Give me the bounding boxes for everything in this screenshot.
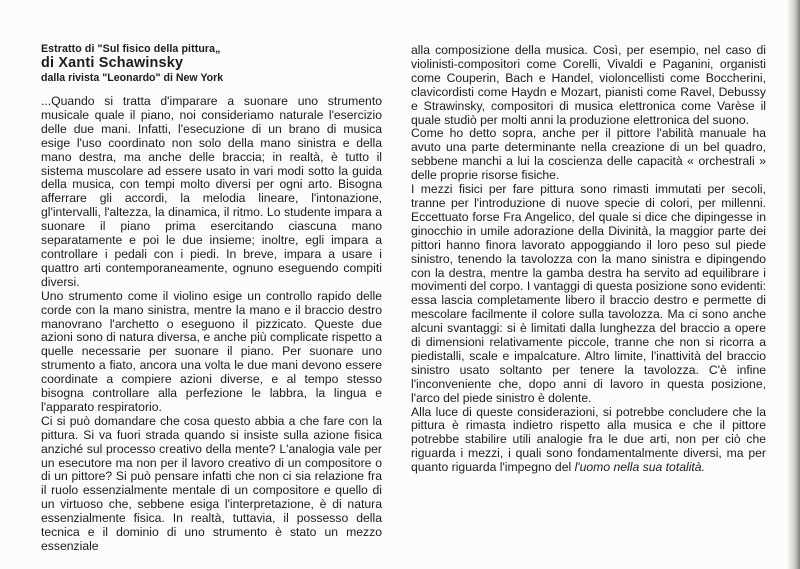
paragraph-conclusion — [411, 406, 766, 476]
paragraph-physical-means: I mezzi fisici per fare pittura sono rimasti immutati per secoli, tranne per l'introduzione di nuove specie di colori, per millenni. Eccettuato forse Fra Angelico, del quale si dice che dipingesse in ginocchio in umile adorazione della Divinità, la maggior parte dei pittori hanno finora lavorato appoggiando il loro peso sul piede sinistro, tenendo la tavolozza con la mano sinistra e dipingendo con la destra, mentre la gamba destra ha servito ad equilibrare i movimenti del corpo. I vantaggi di questa posizione sono evidenti: essa lascia completamente libero il braccio destro e permette di mescolare facilmente il colore sulla tavolozza. Ma ci sono anche alcuni svantaggi: si è limitati dalla lunghezza del braccio a opere di dimensioni relativamente piccole, tranne che non si ricorra a piedistalli, scale e impalcature. Altro limite, l'inattività del braccio sinistro usato soltanto per tenere la tavolozza. C'è infine l'inconveniente che, dopo anni di lavoro in questa posizione, l'arco del piede sinistro è dolente. — [411, 182, 767, 405]
paragraph-manual-skill: Come ho detto sopra, anche per il pittore l'abilità manuale ha avuto una parte determinante nella creazione di un bel quadro, sebbene manchi a lui la coscienza delle capacità « orchestrali » delle proprie risorse fisiche. — [411, 126, 766, 183]
paragraph-violin: Uno strumento come il violino esige un controllo rapido delle corde con la mano sinistra, mentre la mano e il braccio destro manovrano l'archetto o eseguono il pizzicato. Queste due azioni sono di natura diversa, e anche più complicate rispetto a quelle necessarie per suonare il piano. Per suonare uno strumento a fiato, ancora una volta le due mani devono essere coordinate a compiere azioni diverse, e al tempo stesso bisogna controllare alla perfezione le labbra, la lingua e l'apparato respiratorio. — [41, 288, 382, 414]
page-edge-shadow — [788, 0, 800, 569]
paragraph-piano: ...Quando si tratta d'imparare a suonare uno strumento musicale quale il piano, noi consideriamo naturale l'esercizio delle due mani. Infatti, l'esecuzione di un brano di musica esige l'uso coordinato non solo della mano sinistra e della mano destra, ma anche delle braccia; in realtà, è tutto il sistema muscolare ad essere usato in vari modi sotto la guida della musica, con tempi molto diversi per ogni arto. Bisogna afferrare gli accordi, la melodia lineare, l'intonazione, gl'intervalli, l'altezza, la dinamica, il ritmo. Lo studente impara a suonare il piano prima esercitando ciascuna mano separatamente e poi le due insieme; inoltre, egli impara a controllare i pedali con i piedi. In breve, impara a usare i quattro arti contemporaneamente, ognuno eseguendo compiti diversi. — [41, 94, 382, 289]
author-title: di Xanti Schawinsky — [41, 55, 184, 71]
left-column — [41, 42, 382, 554]
source-line: Estratto di "Sul fisico della pittura„ — [41, 43, 221, 55]
conclusion-italic: l'uomo nella sua totalità. — [574, 460, 705, 475]
paragraph-painting-question: Ci si può domandare che cosa questo abbia a che fare con la pittura. Si va fuori strada quando si insiste sulla azione fisica anziché sul processo creativo della mente? L'analogia vale per un esecutore ma non per il lavoro creativo di un compositore o di un pittore? Si può pensare infatti che non ci sia relazione fra il ruolo essenzialmente mentale di un compositore e quello di un virtuoso che, sebbene esiga l'interpretazione, è di natura essenzialmente fisica. In realtà, tuttavia, il possesso della tecnica e il dominio di uno strumento è stato un mezzo essenziale — [41, 413, 382, 553]
paragraph-composers: alla composizione della musica. Così, per esempio, nel caso di violinisti-compositori come Corelli, Vivaldi e Paganini, organisti come Couperin, Bach e Handel, violoncellisti come Boccherini, clavicordisti come Haydn e Mozart, pianisti come Ravel, Debussy e Strawinsky, compositori di musica elettronica come Varèse il quale studiò per molti anni la produzione elettronica del suono. — [411, 43, 766, 127]
magazine-line: dalla rivista "Leonardo" di New York — [41, 72, 224, 84]
article-header — [41, 42, 382, 85]
right-column — [411, 44, 766, 475]
conclusion-text: Alla luce di queste considerazioni, si potrebbe concludere che la pittura è rimasta indietro rispetto alla musica e che il pittore potrebbe stabilire utili analogie fra le due arti, non per ciò che riguarda i mezzi, i quali sono fondamentalmente diversi, ma per quanto riguarda l'impegno del — [411, 404, 766, 475]
